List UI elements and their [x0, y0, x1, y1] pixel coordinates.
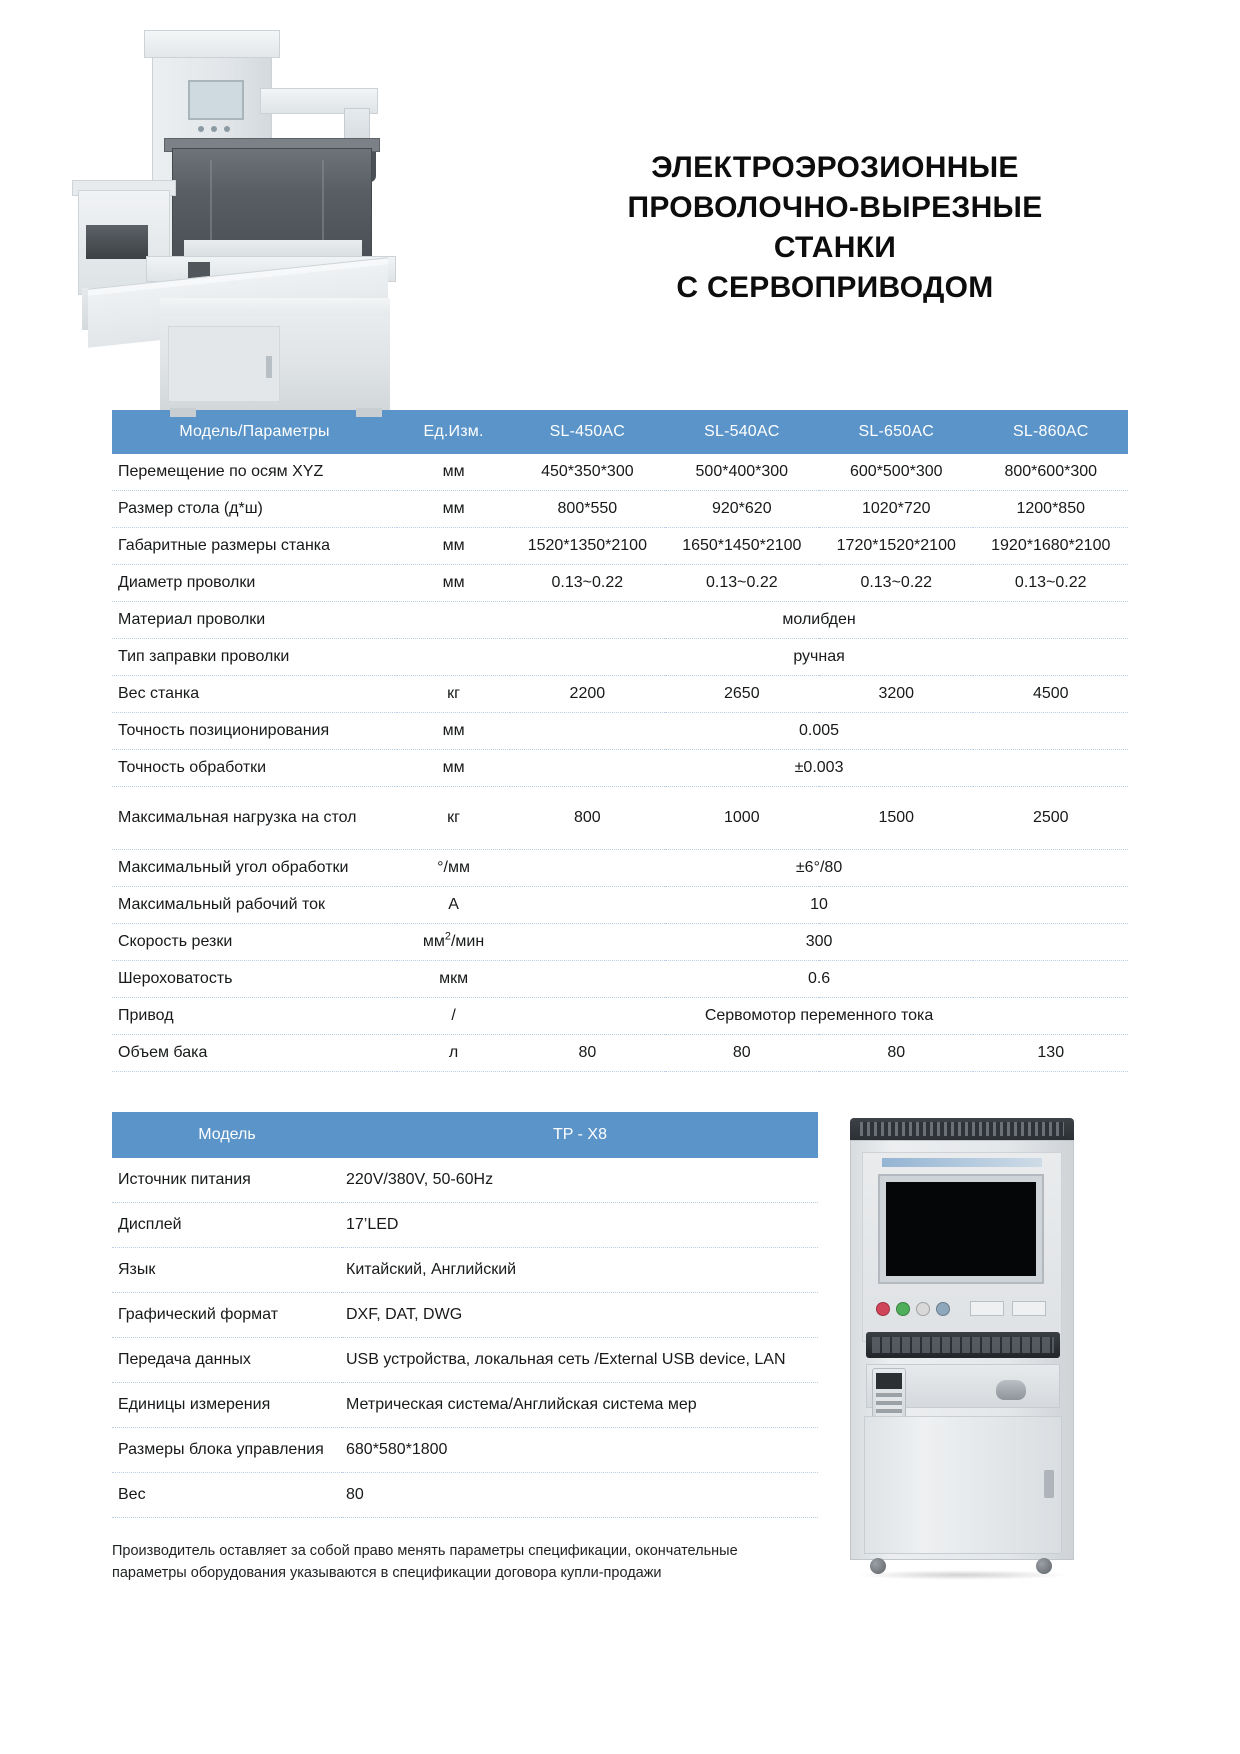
spec-row-param: Размер стола (д*ш) [112, 491, 397, 528]
ctrl-row-value: 17’LED [342, 1203, 818, 1248]
spec-table-section [0, 410, 1240, 1072]
ctrl-row-value: DXF, DAT, DWG [342, 1293, 818, 1338]
spec-row-unit: мм [397, 750, 510, 787]
ctrl-row-key: Графический формат [112, 1293, 342, 1338]
spec-row-unit: / [397, 998, 510, 1035]
spec-row-merged-value: молибден [510, 602, 1128, 639]
spec-row-unit: мм [397, 528, 510, 565]
spec-row-param: Габаритные размеры станка [112, 528, 397, 565]
spec-row-merged-value: ±6°/80 [510, 850, 1128, 887]
spec-row-value: 80 [819, 1035, 973, 1072]
table-row [112, 961, 1128, 998]
spec-row-value: 1920*1680*2100 [973, 528, 1128, 565]
spec-row-value: 1650*1450*2100 [665, 528, 819, 565]
spec-row-unit: кг [397, 787, 510, 850]
spec-row-param: Объем бака [112, 1035, 397, 1072]
list-item [112, 1293, 818, 1338]
controller-spec-table [112, 1112, 818, 1518]
spec-row-value: 0.13~0.22 [819, 565, 973, 602]
spec-row-unit: $мм^2$/мин [397, 924, 510, 961]
spec-row-unit: мм [397, 454, 510, 491]
ctrl-row-key: Источник питания [112, 1158, 342, 1203]
spec-row-param: Точность позиционирования [112, 713, 397, 750]
table-row [112, 787, 1128, 850]
list-item [112, 1338, 818, 1383]
ctrl-table-header-row [112, 1112, 818, 1158]
ctrl-row-key: Единицы измерения [112, 1383, 342, 1428]
list-item [112, 1158, 818, 1203]
spec-row-param: Точность обработки [112, 750, 397, 787]
spec-row-value: 130 [973, 1035, 1128, 1072]
spec-header-param: Модель/Параметры [112, 410, 397, 454]
controller-table-column [112, 1112, 818, 1585]
ctrl-row-key: Передача данных [112, 1338, 342, 1383]
spec-row-unit [397, 602, 510, 639]
machine-panel-buttons-icon [198, 126, 238, 132]
spec-row-unit: кг [397, 676, 510, 713]
spec-row-param: Максимальный рабочий ток [112, 887, 397, 924]
spec-row-value: 0.13~0.22 [510, 565, 664, 602]
ctrl-row-value: 80 [342, 1473, 818, 1518]
cabinet-screen [886, 1182, 1036, 1276]
list-item [112, 1203, 818, 1248]
spec-row-value: 800 [510, 787, 664, 850]
vent-grille-icon [860, 1122, 1064, 1136]
ctrl-table-body [112, 1158, 818, 1518]
aux-led-icon [936, 1302, 950, 1316]
spec-row-param: Привод [112, 998, 397, 1035]
spec-header-unit: Ед.Изм. [397, 410, 510, 454]
spec-row-unit: А [397, 887, 510, 924]
table-row [112, 676, 1128, 713]
spec-row-value: 920*620 [665, 491, 819, 528]
hero-section [0, 0, 1240, 410]
spec-row-param: Вес станка [112, 676, 397, 713]
ctrl-row-value: Китайский, Английский [342, 1248, 818, 1293]
list-item [112, 1428, 818, 1473]
controller-section [0, 1072, 1240, 1588]
power-led-icon [876, 1302, 890, 1316]
disclaimer-line-2: параметры оборудования указываются в спецификации договора купли-продажи [112, 1565, 662, 1582]
spec-row-value: 2650 [665, 676, 819, 713]
spec-row-unit: °/мм [397, 850, 510, 887]
spec-row-value: 0.13~0.22 [665, 565, 819, 602]
spec-row-unit [397, 639, 510, 676]
spec-row-merged-value: ±0.003 [510, 750, 1128, 787]
spec-row-merged-value: 300 [510, 924, 1128, 961]
list-item [112, 1473, 818, 1518]
ctrl-row-key: Вес [112, 1473, 342, 1518]
spec-row-unit: мм [397, 713, 510, 750]
spec-table-body [112, 454, 1128, 1072]
spec-row-param: Диаметр проволки [112, 565, 397, 602]
ctrl-row-value: 220V/380V, 50-60Hz [342, 1158, 818, 1203]
spec-row-param: Тип заправки проволки [112, 639, 397, 676]
list-item [112, 1383, 818, 1428]
spec-row-unit: л [397, 1035, 510, 1072]
cabinet-controls-row [874, 1298, 1052, 1320]
title-line-3: СТАНКИ [773, 230, 897, 264]
spec-row-value: 1200*850 [973, 491, 1128, 528]
ctrl-header-model: Модель [112, 1112, 342, 1158]
mouse-icon [996, 1380, 1026, 1400]
spec-row-value: 80 [510, 1035, 664, 1072]
spec-row-value: 0.13~0.22 [973, 565, 1128, 602]
spec-header-sl450ac: SL-450AC [510, 410, 664, 454]
ctrl-row-key: Дисплей [112, 1203, 342, 1248]
table-row [112, 887, 1128, 924]
spec-row-value: 450*350*300 [510, 454, 664, 491]
spec-row-value: 1720*1520*2100 [819, 528, 973, 565]
table-row [112, 454, 1128, 491]
machine-illustration [60, 30, 490, 410]
spec-row-merged-value: Сервомотор переменного тока [510, 998, 1128, 1035]
table-row [112, 850, 1128, 887]
list-item [112, 1248, 818, 1293]
spec-row-unit: мм [397, 491, 510, 528]
table-row [112, 639, 1128, 676]
title-line-2: ПРОВОЛОЧНО-ВЫРЕЗНЫЕ [627, 190, 1043, 224]
spec-row-value: 3200 [819, 676, 973, 713]
run-led-icon [896, 1302, 910, 1316]
spec-row-param: Перемещение по осям XYZ [112, 454, 397, 491]
spec-row-value: 1020*720 [819, 491, 973, 528]
spec-header-sl540ac: SL-540AC [665, 410, 819, 454]
spec-row-param: Материал проволки [112, 602, 397, 639]
spec-row-value: 500*400*300 [665, 454, 819, 491]
table-row [112, 998, 1128, 1035]
spec-row-value: 800*600*300 [973, 454, 1128, 491]
switch-right-icon [1012, 1301, 1046, 1316]
table-row [112, 1035, 1128, 1072]
spec-row-value: 1520*1350*2100 [510, 528, 664, 565]
disclaimer-line-1: Производитель оставляет за собой право менять параметры спецификации, окончательные [112, 1543, 738, 1559]
spec-row-param: Максимальный угол обработки [112, 850, 397, 887]
ctrl-row-key: Язык [112, 1248, 342, 1293]
spec-row-value: 800*550 [510, 491, 664, 528]
spec-row-value: 2500 [973, 787, 1128, 850]
disclaimer-text [112, 1540, 812, 1585]
spec-header-sl650ac: SL-650AC [819, 410, 973, 454]
table-row [112, 565, 1128, 602]
title-line-4: С СЕРВОПРИВОДОМ [676, 270, 994, 304]
title-line-1: ЭЛЕКТРОЭРОЗИОННЫЕ [651, 151, 1019, 184]
spec-row-value: 1500 [819, 787, 973, 850]
ctrl-row-value: Метрическая система/Английская система мер [342, 1383, 818, 1428]
spec-table-header-row [112, 410, 1128, 454]
ctrl-row-value: 680*580*1800 [342, 1428, 818, 1473]
spec-row-value: 4500 [973, 676, 1128, 713]
table-row [112, 750, 1128, 787]
spec-row-param: Скорость резки [112, 924, 397, 961]
spec-row-unit: мм [397, 565, 510, 602]
table-row [112, 713, 1128, 750]
spec-row-value: 2200 [510, 676, 664, 713]
control-cabinet-illustration [846, 1118, 1078, 1588]
table-row [112, 528, 1128, 565]
cabinet-lock-icon [1044, 1470, 1054, 1498]
status-led-icon [916, 1302, 930, 1316]
spec-row-merged-value: ручная [510, 639, 1128, 676]
spec-row-value: 80 [665, 1035, 819, 1072]
machine-spec-table [112, 410, 1128, 1072]
page-title [490, 30, 1180, 308]
spec-row-value: 600*500*300 [819, 454, 973, 491]
ctrl-row-value: USB устройства, локальная сеть /External USB device, LAN [342, 1338, 818, 1383]
spec-row-unit: мкм [397, 961, 510, 998]
table-row [112, 924, 1128, 961]
switch-left-icon [970, 1301, 1004, 1316]
spec-header-sl860ac: SL-860AC [973, 410, 1128, 454]
ctrl-row-key: Размеры блока управления [112, 1428, 342, 1473]
spec-row-merged-value: 0.005 [510, 713, 1128, 750]
table-row [112, 491, 1128, 528]
spec-row-param: Шероховатость [112, 961, 397, 998]
spec-row-merged-value: 0.6 [510, 961, 1128, 998]
spec-row-merged-value: 10 [510, 887, 1128, 924]
ctrl-header-value: TP - X8 [342, 1112, 818, 1158]
spec-row-value: 1000 [665, 787, 819, 850]
spec-row-param: Максимальная нагрузка на стол [112, 787, 397, 850]
table-row [112, 602, 1128, 639]
machine-control-panel-icon [188, 80, 244, 120]
